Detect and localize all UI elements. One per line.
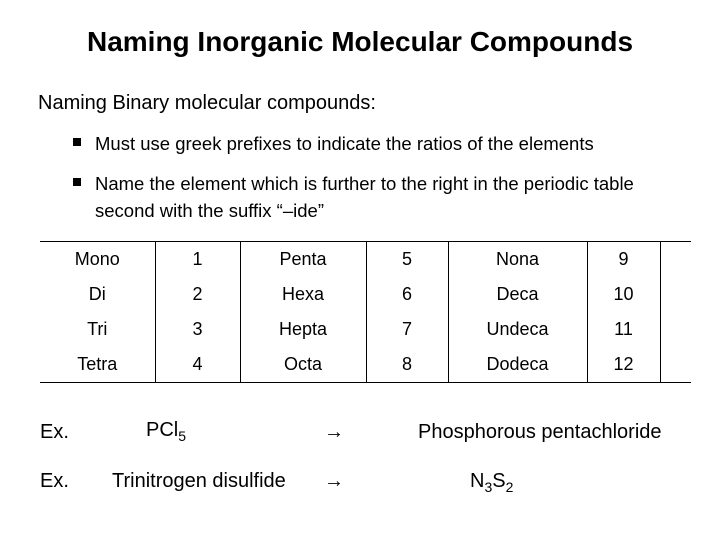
example-formula bbox=[146, 419, 186, 442]
number-cell: 6 bbox=[366, 277, 448, 312]
prefix-cell: Tetra bbox=[77, 354, 118, 374]
arrow-icon: → bbox=[324, 421, 344, 443]
table-row bbox=[40, 242, 691, 278]
square-bullet-icon bbox=[73, 178, 81, 186]
prefix-cell: Mono bbox=[74, 249, 120, 269]
example-name: Trinitrogen disulfide bbox=[112, 470, 286, 492]
number-cell: 5 bbox=[366, 242, 448, 278]
bullet-text: Name the element which is further to the right in the periodic table second with the suffix “–ide” bbox=[95, 173, 634, 221]
number-cell: 11 bbox=[587, 312, 660, 347]
number-cell: 12 bbox=[587, 347, 660, 383]
formula-subscript: 3 bbox=[484, 479, 493, 495]
prefix-cell: Penta bbox=[240, 242, 366, 278]
example-answer-formula bbox=[470, 470, 513, 493]
prefix-cell: Hepta bbox=[240, 312, 366, 347]
formula-subscript: 5 bbox=[178, 428, 187, 444]
formula-symbol: S bbox=[492, 470, 506, 492]
table-row bbox=[40, 312, 691, 347]
square-bullet-icon bbox=[73, 138, 81, 146]
prefix-cell: Tri bbox=[87, 319, 108, 339]
prefix-cell: Deca bbox=[448, 277, 587, 312]
prefix-cell: Hexa bbox=[240, 277, 366, 312]
number-cell: 3 bbox=[155, 312, 240, 347]
number-cell: 9 bbox=[587, 242, 660, 278]
bullet-greek-prefixes bbox=[73, 130, 713, 157]
example-label: Ex. bbox=[40, 421, 69, 443]
formula-subscript: 2 bbox=[505, 479, 514, 495]
section-heading: Naming Binary molecular compounds: bbox=[38, 92, 376, 114]
prefix-cell: Undeca bbox=[448, 312, 587, 347]
number-cell: 4 bbox=[155, 347, 240, 383]
number-cell: 7 bbox=[366, 312, 448, 347]
prefix-cell: Nona bbox=[448, 242, 587, 278]
number-cell: 10 bbox=[587, 277, 660, 312]
empty-cell bbox=[660, 277, 691, 312]
prefix-cell: Di bbox=[88, 284, 106, 304]
example-label: Ex. bbox=[40, 470, 69, 492]
number-cell: 1 bbox=[155, 242, 240, 278]
prefix-cell: Octa bbox=[240, 347, 366, 383]
empty-cell bbox=[660, 312, 691, 347]
empty-cell bbox=[660, 242, 691, 278]
table-row bbox=[40, 277, 691, 312]
arrow-icon: → bbox=[324, 470, 344, 492]
table-row bbox=[40, 347, 691, 383]
example-answer: Phosphorous pentachloride bbox=[418, 421, 662, 443]
number-cell: 8 bbox=[366, 347, 448, 383]
number-cell: 2 bbox=[155, 277, 240, 312]
prefix-table bbox=[40, 241, 691, 383]
formula-symbol: N bbox=[470, 470, 485, 492]
bullet-text: Must use greek prefixes to indicate the ratios of the elements bbox=[95, 133, 594, 154]
empty-cell bbox=[660, 347, 691, 383]
prefix-cell: Dodeca bbox=[448, 347, 587, 383]
slide-title: Naming Inorganic Molecular Compounds bbox=[86, 26, 634, 57]
bullet-ide-suffix bbox=[73, 170, 693, 224]
formula-symbol: PCl bbox=[146, 419, 179, 441]
